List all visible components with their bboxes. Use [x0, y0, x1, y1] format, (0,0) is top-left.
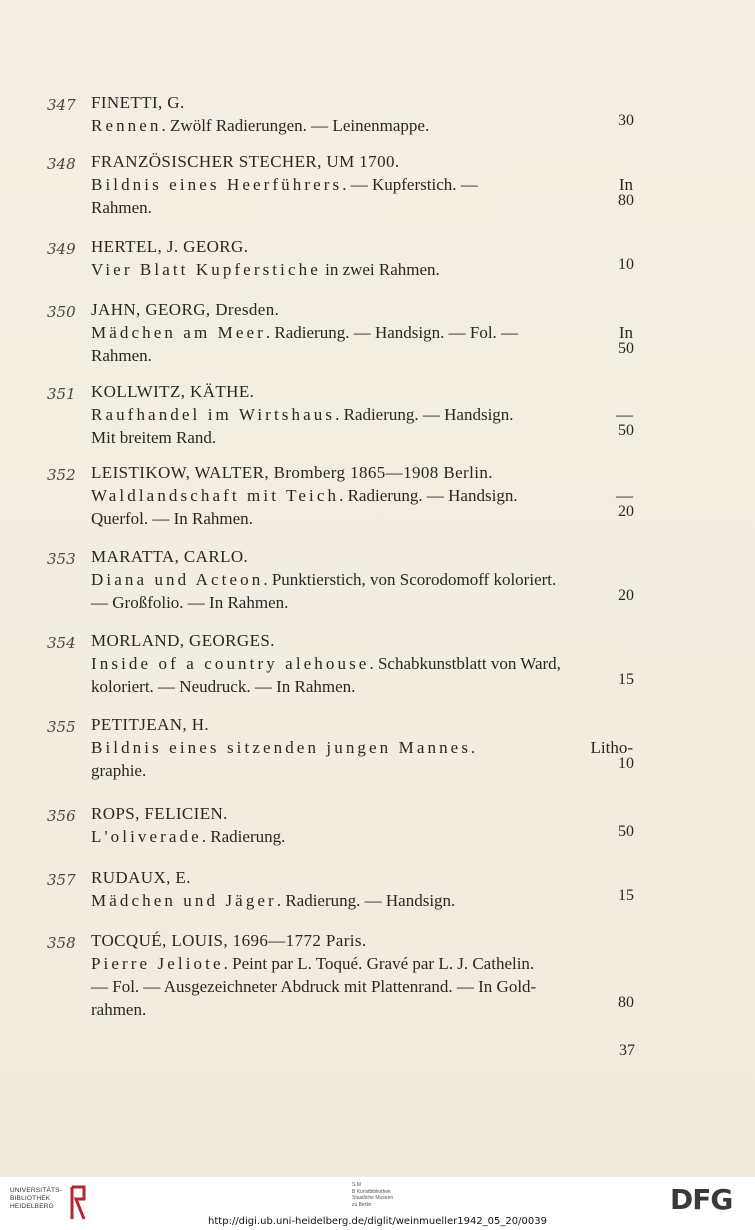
work-title: L'oliverade	[91, 827, 202, 846]
entry-number: 350	[47, 303, 76, 321]
entry-number: 357	[47, 871, 76, 889]
description-text	[91, 593, 288, 613]
description-text	[91, 260, 440, 280]
description-text	[91, 891, 455, 911]
entry-number: 353	[47, 550, 76, 568]
stamp-line: S M	[352, 1182, 361, 1188]
work-details: . Radierung. — Handsign.	[335, 405, 514, 424]
description-line	[91, 891, 633, 911]
work-details: . Radierung. — Handsign.	[339, 486, 518, 505]
description-line	[91, 761, 633, 781]
work-details: . Schabkunstblatt von Ward,	[369, 654, 561, 673]
work-title: Diana und Acteon	[91, 570, 264, 589]
artist-name: MARATTA, CARLO.	[91, 547, 249, 566]
artist-name: TOCQUÉ, LOUIS, 1696—1772 Paris.	[91, 931, 367, 950]
estimate-price: 50	[618, 823, 634, 840]
artist-name: LEISTIKOW, WALTER, Bromberg 1865—1908 Berlin.	[91, 463, 493, 482]
stamp-line: B Kunstbibliothek	[352, 1188, 391, 1195]
work-details: in zwei Rahmen.	[320, 260, 440, 279]
artist-name: JAHN, GEORG, Dresden.	[91, 300, 280, 319]
work-details: Querfol. — In Rahmen.	[91, 509, 253, 528]
line-end-text: —	[616, 405, 633, 424]
dfg-logo[interactable]: DFG	[670, 1183, 733, 1216]
entry-number: 348	[47, 155, 76, 173]
museum-stamp	[352, 1182, 432, 1208]
stamp-line: Staatliche Museen	[352, 1195, 394, 1201]
estimate-price: 80	[618, 192, 634, 209]
artist-name: HERTEL, J. GEORG.	[91, 237, 249, 256]
entry-number: 354	[47, 634, 76, 652]
description-text	[91, 827, 285, 847]
entry-number: 358	[47, 934, 76, 952]
university-line: UNIVERSITÄTS-	[10, 1187, 63, 1194]
work-title: Waldlandschaft mit Teich	[91, 486, 340, 505]
description-text	[91, 654, 561, 674]
description-text	[91, 677, 355, 697]
work-details: . Peint par L. Toqué. Gravé par L. J. Cathelin.	[223, 954, 535, 973]
line-end-text: —	[616, 486, 633, 505]
entry-number: 352	[47, 466, 76, 484]
description-text	[91, 323, 518, 343]
page-number: 37	[619, 1042, 635, 1059]
work-details: . Radierung. — Handsign. — Fol. —	[265, 323, 519, 342]
work-details: . — Kupferstich. —	[342, 175, 478, 194]
source-url[interactable]: http://digi.ub.uni-heidelberg.de/diglit/weinmueller1942_05_20/0039	[208, 1216, 547, 1227]
description-line	[91, 593, 633, 613]
work-title: Raufhandel im Wirtshaus	[91, 405, 336, 424]
work-details: Rahmen.	[91, 346, 152, 365]
description-line	[91, 977, 633, 997]
entry-number: 347	[47, 96, 76, 114]
work-details: . Radierung. — Handsign.	[276, 891, 456, 910]
description-text	[91, 346, 152, 366]
description-text	[91, 761, 146, 781]
entry-number: 355	[47, 718, 76, 736]
description-line	[91, 486, 633, 506]
work-title: Mädchen und Jäger	[91, 891, 277, 910]
description-line	[91, 509, 633, 529]
work-title: Bildnis eines Heerführers	[91, 175, 343, 194]
description-line	[91, 405, 633, 425]
estimate-price: 50	[618, 340, 634, 357]
estimate-price: 15	[618, 671, 634, 688]
description-text	[91, 738, 475, 758]
description-line	[91, 827, 633, 847]
description-text	[91, 198, 152, 218]
work-details: . Zwölf Radierungen. — Leinenmappe.	[161, 116, 430, 135]
description-line	[91, 116, 633, 136]
line-end-text: In	[618, 323, 633, 342]
work-details: graphie.	[91, 761, 147, 780]
work-title: Pierre Jeliote	[91, 954, 224, 973]
estimate-price: 10	[618, 256, 634, 273]
work-details: Mit breitem Rand.	[91, 428, 217, 447]
line-end-text: In	[618, 175, 633, 194]
work-title: Rennen	[91, 116, 162, 135]
work-details: .	[471, 738, 476, 757]
description-text	[91, 175, 478, 195]
estimate-price: 15	[618, 887, 634, 904]
entry-number: 351	[47, 385, 76, 403]
description-line	[91, 346, 633, 366]
description-text	[91, 954, 534, 974]
artist-name: RUDAUX, E.	[91, 868, 191, 887]
description-line	[91, 175, 633, 195]
estimate-price: 30	[618, 112, 634, 129]
work-details: rahmen.	[91, 1000, 147, 1019]
university-line: HEIDELBERG	[10, 1203, 54, 1210]
entry-number: 349	[47, 240, 76, 258]
description-line	[91, 428, 633, 448]
work-title: Bildnis eines sitzenden jungen Mannes	[91, 738, 472, 757]
artist-name: KOLLWITZ, KÄTHE.	[91, 382, 255, 401]
work-title: Mädchen am Meer	[91, 323, 266, 342]
description-text	[91, 570, 556, 590]
description-line	[91, 198, 633, 218]
university-name[interactable]	[10, 1187, 72, 1211]
work-details: . Punktierstich, von Scorodomoff koloriert.	[263, 570, 557, 589]
description-line	[91, 738, 633, 758]
entry-number: 356	[47, 807, 76, 825]
description-line	[91, 260, 633, 280]
work-title: Vier Blatt Kupferstiche	[91, 260, 321, 279]
footer-bar	[0, 1177, 755, 1230]
description-text	[91, 116, 429, 136]
description-line	[91, 570, 633, 590]
description-text	[91, 977, 536, 997]
line-end-text: Litho-	[590, 738, 633, 757]
description-line	[91, 954, 633, 974]
work-title: Inside of a country alehouse	[91, 654, 370, 673]
description-text	[91, 486, 518, 506]
estimate-price: 50	[618, 422, 634, 439]
description-text	[91, 509, 253, 529]
description-line	[91, 654, 633, 674]
artist-name: FINETTI, G.	[91, 93, 185, 112]
estimate-price: 10	[618, 755, 634, 772]
description-line	[91, 1000, 633, 1020]
work-details: koloriert. — Neudruck. — In Rahmen.	[91, 677, 356, 696]
description-text	[91, 1000, 146, 1020]
stamp-line: zu Berlin	[352, 1201, 372, 1208]
description-line	[91, 323, 633, 343]
artist-name: MORLAND, GEORGES.	[91, 631, 275, 650]
estimate-price: 20	[618, 587, 634, 604]
description-text	[91, 428, 216, 448]
description-text	[91, 405, 514, 425]
work-details: . Radierung.	[201, 827, 286, 846]
work-details: Rahmen.	[91, 198, 152, 217]
university-line: BIBLIOTHEK	[10, 1195, 51, 1202]
estimate-price: 80	[618, 994, 634, 1011]
artist-name: ROPS, FELICIEN.	[91, 804, 228, 823]
artist-name: FRANZÖSISCHER STECHER, UM 1700.	[91, 152, 400, 171]
artist-name: PETITJEAN, H.	[91, 715, 210, 734]
work-details: — Fol. — Ausgezeichneter Abdruck mit Plattenrand. — In Gold-	[91, 977, 537, 996]
description-line	[91, 677, 633, 697]
estimate-price: 20	[618, 503, 634, 520]
work-details: — Großfolio. — In Rahmen.	[91, 593, 289, 612]
